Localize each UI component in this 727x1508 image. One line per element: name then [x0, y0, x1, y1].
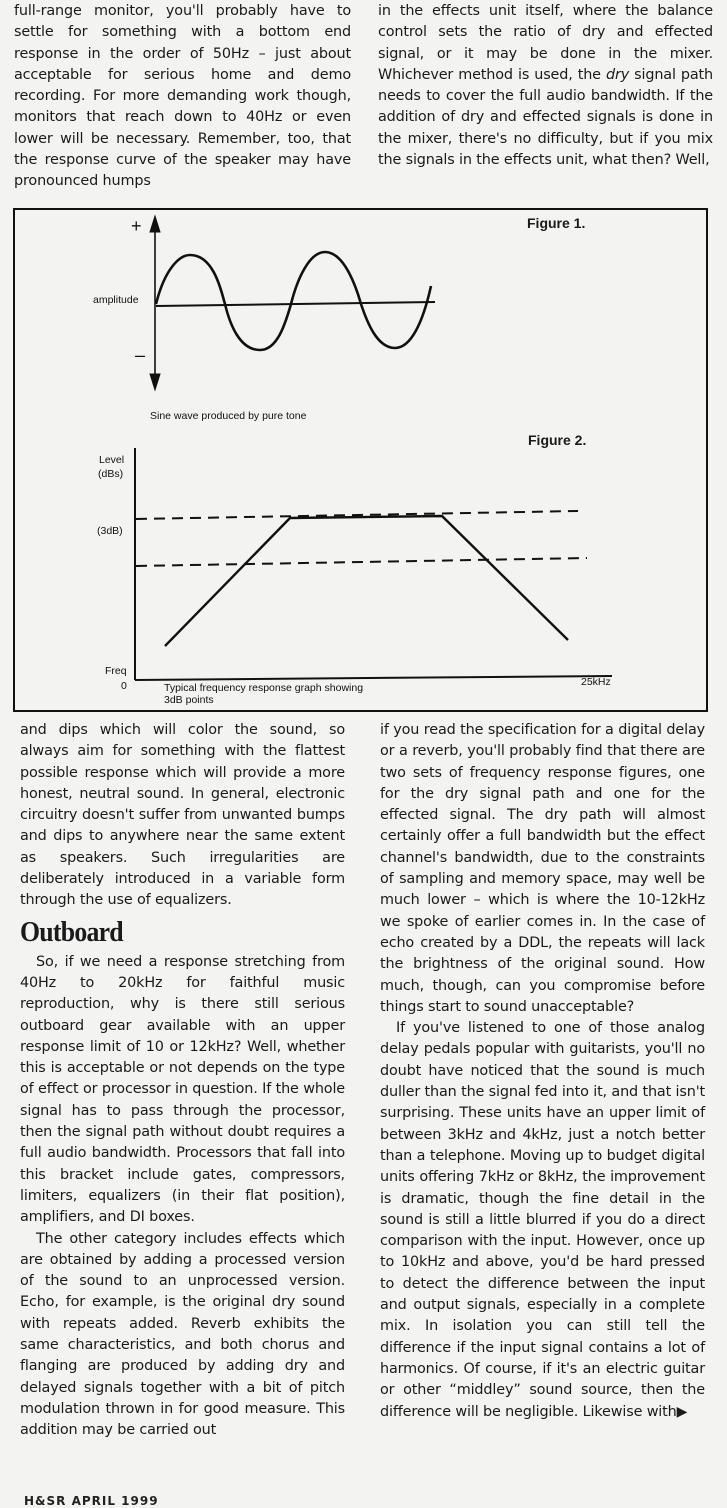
arrow-up-icon — [150, 216, 160, 232]
figure2-dashed-lines — [136, 511, 587, 566]
paragraph: and dips which will color the sound, so always aim for something with the flattest possible response which will provide a more honest, neutral sound. In general, electronic circuitry doesn't suffer from unwanted bumps and dips to anywhere near the same extent as speakers. Such irregularities are deliberately introduced in a variable form through the use of equalizers. — [20, 722, 345, 909]
continue-arrow-icon: ▶ — [676, 1403, 688, 1420]
article-column-bottom-left — [20, 720, 345, 1442]
3db-marker-label: (3dB) — [97, 525, 123, 537]
paragraph: The other category includes effects which are obtained by adding a processed version of the sound to an unprocessed version. Echo, for example, is the original dry sound with repeats added. Reverb exhibits the same characteristics, and both chorus and flanging are produced by adding dry and delayed signals together with a bit of pitch modulation thrown in for good measure. This addition may be carried out — [20, 1230, 345, 1439]
x-label: Freq — [105, 665, 127, 677]
y-label-line1: Level — [99, 454, 125, 466]
x-max-label: 25kHz — [581, 676, 611, 688]
figure2-response-curve — [165, 516, 568, 646]
amplitude-label: amplitude — [93, 294, 139, 306]
figure-panel — [13, 208, 708, 712]
plus-label: + — [131, 216, 142, 236]
figure2-title: Figure 2. — [528, 432, 587, 448]
arrow-down-icon — [150, 374, 160, 390]
figure1-sine-wave — [156, 252, 431, 350]
y-label-line2: (dBs) — [98, 468, 124, 480]
article-column-top-left — [14, 1, 351, 193]
paragraph: full-range monitor, you'll probably have to settle for something with a bottom end response in the order of 50Hz – just about acceptable for serious home and demo recording. For more demanding work though, monitors that reach down to 40Hz or even lower will be necessary. Remember, too, that the response curve of the speaker may have pronounced humps — [14, 3, 351, 190]
figure2-caption-line1: Typical frequency response graph showing — [164, 682, 364, 694]
paragraph: So, if we need a response stretching from 40Hz to 20kHz for faithful music reproduction, why is there still serious outboard gear available with an upper response limit of 10 or 12kHz? Well, whether this is acceptable or not depends on the type of effect or processor in question. If the whole signal has to pass through the processor, then the signal path without doubt requires a full audio bandwidth. Processors that fall into this bracket include gates, compressors, limiters, equalizers (in their flat position), amplifiers, and DI boxes. — [20, 953, 345, 1226]
figure2-axes — [135, 448, 612, 680]
section-heading: Outboard — [20, 916, 123, 948]
paragraph: in the effects unit itself, where the balance control sets the ratio of dry and effected signal, or it may be done in the mixer. Whichever method is used, the dry signal path needs to cover the full audio bandwidth. If the addition of dry and effected signals is done in the mixer, there's no difficulty, but if you mix the signals in the effects unit, what then? Well, — [378, 3, 713, 169]
paragraph: If you've listened to one of those analog delay pedals popular with guitarists, you'll no doubt have noticed that the sound is much duller than the signal fed into it, and that isn't surprising. These units have an upper limit of between 3kHz and 4kHz, just a notch better than a telephone. Moving up to budget digital units offering 7kHz or 8kHz, the improvement is dramatic, though the fine detail in the sound is still a little blurred if you do a direct comparison with the input. However, once up to 10kHz and above, you'd be hard pressed to detect the difference between the input and output signals, especially in a complete mix. In isolation you can still tell the difference if the input signal contains a lot of harmonics. Of course, if it's an electric guitar or other “middley” sound source, then the difference will be negligible. Likewise with▶ — [380, 1020, 705, 1420]
figure1-caption: Sine wave produced by pure tone — [150, 410, 307, 422]
article-column-bottom-right — [380, 720, 705, 1423]
figure2-caption-line2: 3dB points — [164, 694, 214, 706]
x-min-label: 0 — [121, 680, 127, 692]
article-column-top-right — [378, 1, 713, 171]
page-footer: H&SR APRIL 1999 — [24, 1494, 159, 1508]
minus-label: – — [135, 345, 146, 365]
figure1-title: Figure 1. — [527, 215, 586, 231]
paragraph: if you read the specification for a digital delay or a reverb, you'll probably find that there are two sets of frequency response figures, one for the dry signal path and one for the effected signal. The dry path will almost certainly offer a full bandwidth but the effect channel's bandwidth, due to the constraints of sampling and memory space, may well be much lower – which is where the 10-12kHz we spoke of earlier comes in. In the case of echo created by a DDL, the repeats will lack the brightness of the original sound. How much, though, can you compromise before things start to sound unacceptable? — [380, 722, 705, 1015]
